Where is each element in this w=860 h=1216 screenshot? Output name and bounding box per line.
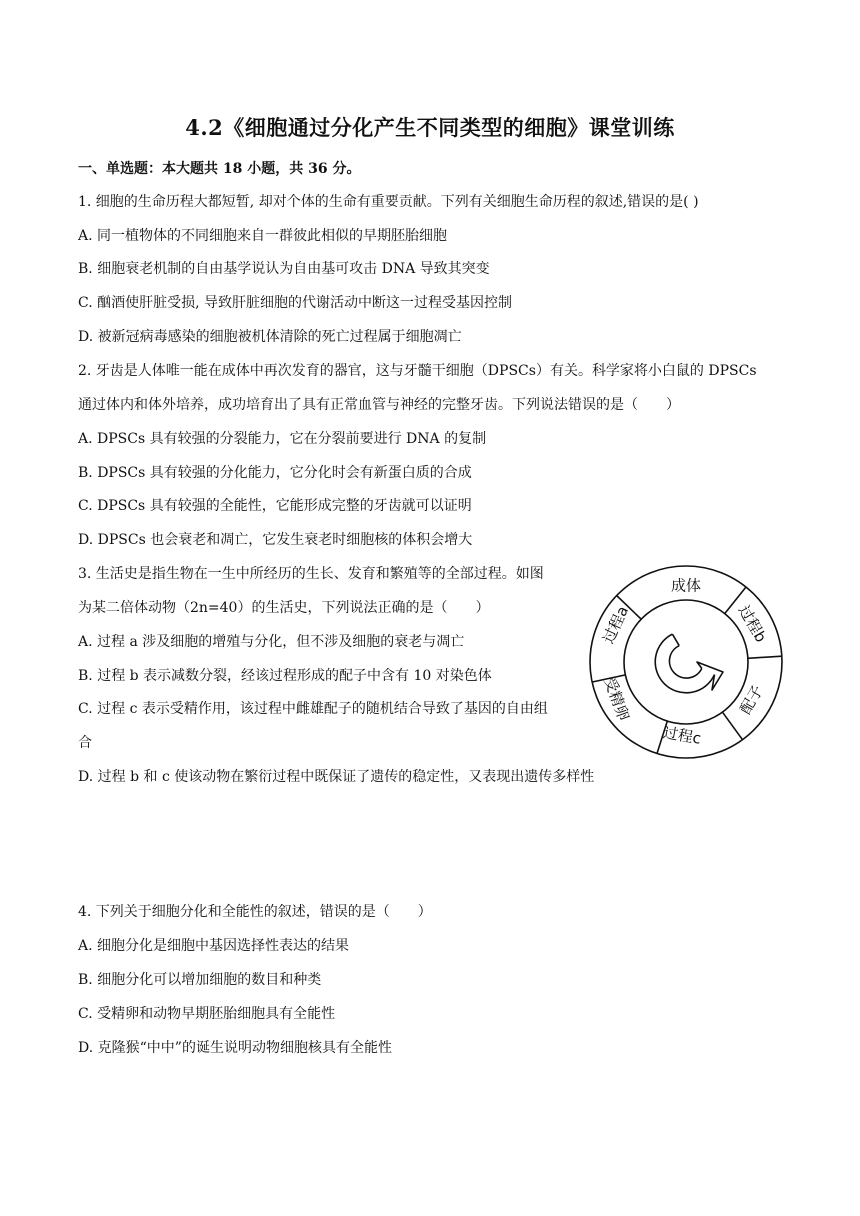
- question-3-stem-line-1: 3. 生活史是指生物在一生中所经历的生长、发育和繁殖等的全部过程。如图: [78, 566, 544, 582]
- page-title: 4.2《细胞通过分化产生不同类型的细胞》课堂训练: [185, 115, 675, 140]
- question-2-option-a: A. DPSCs 具有较强的分裂能力，它在分裂前要进行 DNA 的复制: [78, 431, 487, 447]
- question-3-option-b: B. 过程 b 表示减数分裂，经该过程形成的配子中含有 10 对染色体: [78, 668, 492, 684]
- question-4-option-c: C. 受精卵和动物早期胚胎细胞具有全能性: [78, 1006, 336, 1022]
- segment-label-gamete: 配子: [736, 682, 767, 718]
- diagram-inner-ring: [624, 600, 748, 724]
- question-2-option-d: D. DPSCs 也会衰老和凋亡，它发生衰老时细胞核的体积会增大: [78, 532, 473, 548]
- question-3-option-a: A. 过程 a 涉及细胞的增殖与分化，但不涉及细胞的衰老与凋亡: [78, 634, 465, 650]
- question-2-option-b: B. DPSCs 具有较强的分化能力，它分化时会有新蛋白质的合成: [78, 465, 472, 481]
- question-3-option-c: C. 过程 c 表示受精作用，该过程中雌雄配子的随机结合导致了基因的自由组: [78, 701, 548, 717]
- question-2-option-c: C. DPSCs 具有较强的全能性，它能形成完整的牙齿就可以证明: [78, 498, 472, 514]
- question-2-stem-line-1: 2. 牙齿是人体唯一能在成体中再次发育的器官，这与牙髓干细胞（DPSCs）有关。科学家将小白鼠的 DPSCs: [78, 363, 757, 379]
- question-1-option-a: A. 同一植物体的不同细胞来自一群彼此相似的早期胚胎细胞: [78, 228, 448, 244]
- question-1-option-b: B. 细胞衰老机制的自由基学说认为自由基可攻击 DNA 导致其突变: [78, 261, 490, 277]
- question-4-option-b: B. 细胞分化可以增加细胞的数目和种类: [78, 972, 322, 988]
- segment-label-process-b: 过程b: [734, 602, 771, 646]
- question-3-option-c-cont: 合: [78, 735, 92, 751]
- cycle-arrow-outer: [655, 634, 714, 693]
- question-3-stem-line-2: 为某二倍体动物（2n=40）的生活史，下列说法正确的是（ ）: [78, 600, 490, 616]
- question-4-option-a: A. 细胞分化是细胞中基因选择性表达的结果: [78, 938, 350, 954]
- question-4-stem: 4. 下列关于细胞分化和全能性的叙述，错误的是（ ）: [78, 904, 432, 920]
- cycle-arrow-head: [672, 634, 723, 690]
- question-1-option-c: C. 酗酒使肝脏受损, 导致肝脏细胞的代谢活动中断这一过程受基因控制: [78, 295, 513, 311]
- question-1-option-d: D. 被新冠病毒感染的细胞被机体清除的死亡过程属于细胞凋亡: [78, 329, 462, 345]
- question-4-option-d: D. 克隆猴“中中”的诞生说明动物细胞核具有全能性: [78, 1040, 392, 1056]
- segment-label-adult: 成体: [670, 576, 702, 595]
- segment-label-zygote: 受精卵: [600, 674, 633, 724]
- section-heading: 一、单选题：本大题共 18 小题，共 36 分。: [78, 161, 361, 177]
- question-2-stem-line-2: 通过体内和体外培养，成功培育出了具有正常血管与神经的完整牙齿。下列说法错误的是（ ）: [78, 397, 680, 413]
- segment-label-process-a: 过程a: [599, 603, 632, 647]
- question-3-option-d: D. 过程 b 和 c 使该动物在繁衍过程中既保证了遗传的稳定性，又表现出遗传多样性: [78, 769, 595, 785]
- question-1-stem: 1. 细胞的生命历程大都短暂, 却对个体的生命有重要贡献。下列有关细胞生命历程的叙述,错误的是( ): [78, 194, 699, 210]
- segment-label-process-c: 过程c: [661, 723, 703, 748]
- life-cycle-diagram: [586, 562, 786, 762]
